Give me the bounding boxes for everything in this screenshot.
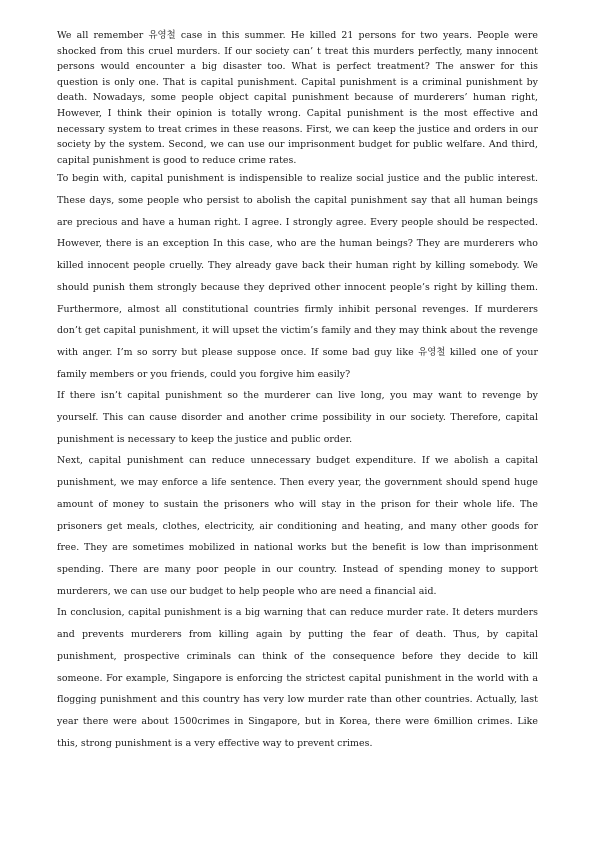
paragraph-conclusion: In conclusion, capital punishment is a big warning that can reduce murder rate. It deters murders and prevents murderers from killing again by putting the fear of death. Thus, by capital punishment, prospective criminals can think of the consequence before they decide to kill someone. For example, Singapore is enforcing the strictest capital punishment in the world with a flogging punishment and this country has very low murder rate than other countries. Actually, last year there were about 1500crimes in Singapore, but in Korea, there were 6million crimes. Like this, strong punishment is a very effective way to prevent crimes. (57, 607, 538, 749)
paragraph-introduction: We all remember 유영철 case in this summer. He killed 21 persons for two years. People were shocked from this cruel murders. If our society can’ t treat this murders perfectly, many innocent persons would encounter a big disaster too. What is perfect treatment? The answer for this question is only one. That is capital punishment. Capital punishment is a criminal punishment by death. Nowadays, some people object capital punishment because of murderers’ human right, However, I think their opinion is totally wrong. Capital punishment is the most effective and necessary system to treat crimes in these reasons. First, we can keep the justice and orders in our society by the system. Second, we can use our imprisonment budget for public welfare. And third, capital punishment is good to reduce crime rates. (57, 30, 538, 166)
paragraph-public-order: If there isn’t capital punishment so the murderer can live long, you may want to revenge by yourself. This can cause disorder and another crime possibility in our society. Therefore, capital punishment is necessary to keep the justice and public order. (57, 390, 538, 445)
document-page (57, 28, 538, 754)
paragraph-social-justice: To begin with, capital punishment is indispensible to realize social justice and the public interest. These days, some people who persist to abolish the capital punishment say that all human beings are precious and have a human right. I agree. I strongly agree. Every people should be respected. However, there is an exception In this case, who are the human beings? They are murderers who killed innocent people cruelly. They already gave back their human right by killing somebody. We should punish them strongly because they deprived other innocent people’s right by killing them. Furthermore, almost all constitutional countries firmly inhibit personal revenges. If murderers don’t get capital punishment, it will upset the victim’s family and they may think about the revenge with anger. I’m so sorry but please suppose once. If some bad guy like 유영철 killed one of your family members or you friends, could you forgive him easily? (57, 173, 538, 380)
paragraph-budget: Next, capital punishment can reduce unnecessary budget expenditure. If we abolish a capital punishment, we may enforce a life sentence. Then every year, the government should spend huge amount of money to sustain the prisoners who will stay in the prison for their whole life. The prisoners get meals, clothes, electricity, air conditioning and heating, and many other goods for free. They are sometimes mobilized in national works but the benefit is low than imprisonment spending. There are many poor people in our country. Instead of spending money to support murderers, we can use our budget to help people who are need a financial aid. (57, 455, 538, 597)
